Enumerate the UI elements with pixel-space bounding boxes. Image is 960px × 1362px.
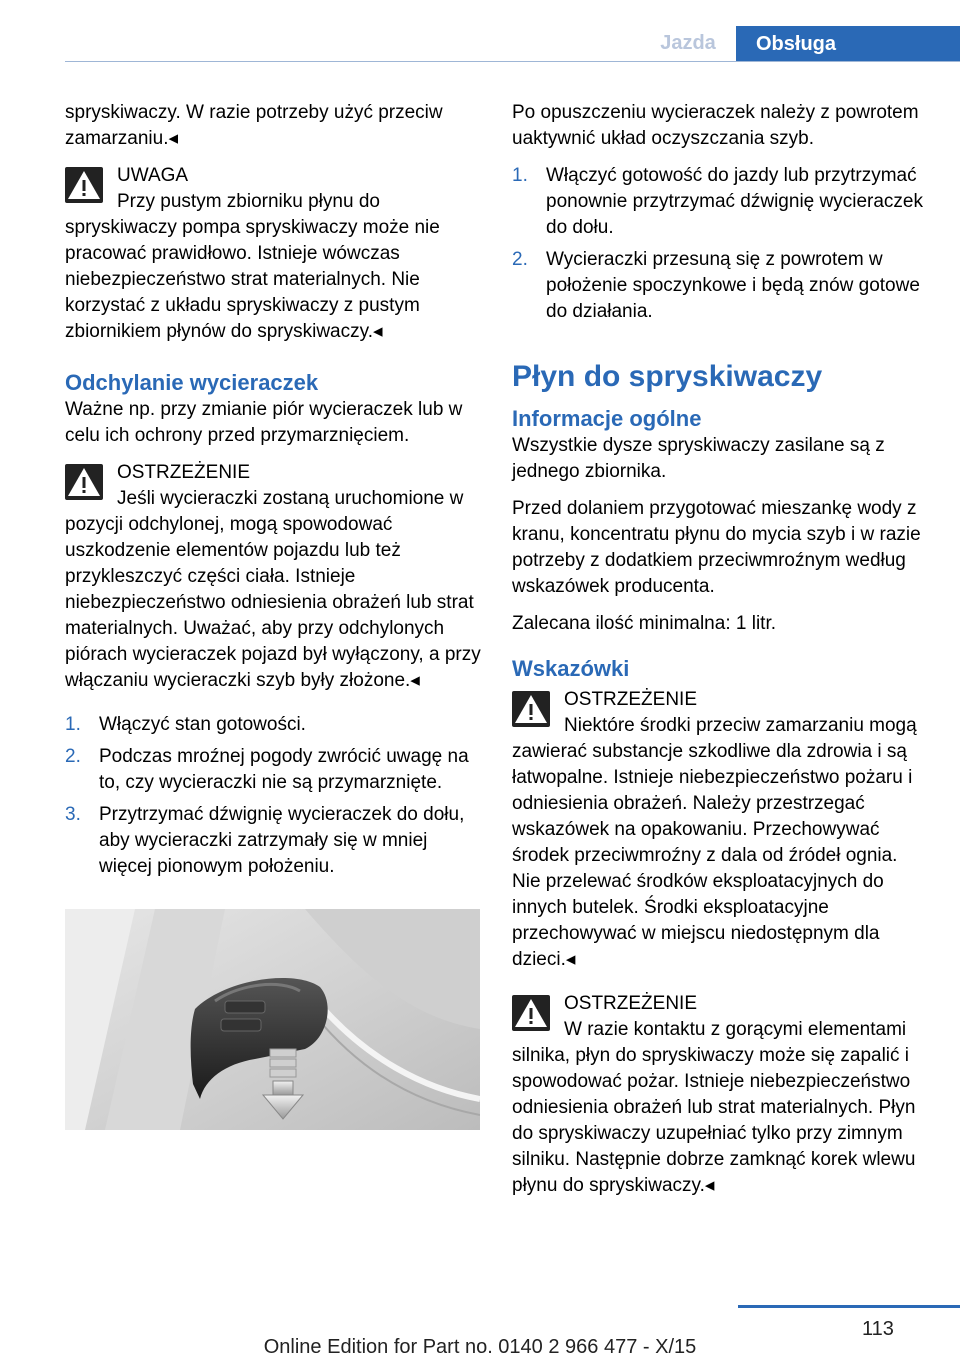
list-item <box>512 247 928 325</box>
warning-title: UWAGA <box>117 165 189 186</box>
footer-edition: Online Edition for Part no. 0140 2 966 477 - X/15 <box>263 1336 697 1358</box>
paragraph-general-2: Przed dolaniem przygotować mieszankę wody z kranu, koncentratu płynu do mycia szyb i w razie potrzeby z dodatkiem przeciwmroźnym według wskazówek producenta. <box>512 498 921 597</box>
steps-list-right <box>512 163 928 325</box>
paragraph-general-3: Zalecana ilość minimalna: 1 litr. <box>512 613 776 634</box>
warning-title: OSTRZEŻENIE <box>117 462 251 483</box>
step-text: Włączyć gotowość do jazdy lub przytrzymać ponownie przytrzymać dźwignię wycieraczek do dołu. <box>546 165 923 238</box>
paragraph-wipers: Ważne np. przy zmianie piór wycieraczek lub w celu ich ochrony przed przymarznięciem. <box>65 399 463 446</box>
heading-odchylanie-wycieraczek: Odchylanie wycieraczek <box>65 370 319 395</box>
step-number: 2. <box>65 746 81 767</box>
paragraph-general-1: Wszystkie dysze spryskiwaczy zasilane są z jednego zbiornika. <box>512 435 885 482</box>
page-header <box>0 0 960 62</box>
header-divider <box>65 61 960 62</box>
step-number: 3. <box>65 804 81 825</box>
heading-plyn-do-spryskiwaczy: Płyn do spryskiwaczy <box>512 360 823 393</box>
list-item <box>512 163 928 241</box>
step-text: Podczas mroźnej pogody zwrócić uwagę na to, czy wycieraczki nie są przymarznięte. <box>99 746 469 793</box>
warning-title: OSTRZEŻENIE <box>564 993 698 1014</box>
step-number: 1. <box>65 714 81 735</box>
step-text: Wycieraczki przesuną się z powrotem w położenie spoczynkowe i będą znów gotowe do działania. <box>546 249 920 322</box>
heading-wskazowki: Wskazówki <box>512 656 630 681</box>
warning-block-ostrzezenie <box>65 460 481 694</box>
warning-text: W razie kontaktu z gorącymi elementami silnika, płyn do spryskiwaczy może się zapalić i spowodować pożar. Istnieje niebezpieczeństwo odniesienia obrażeń lub strat materialnych. Płyn do spryskiwaczy uzupełniać tylko przy zimnym silniku. Następnie dobrze zamknąć korek wlewu płynu do spryskiwaczy.◂ <box>512 1019 916 1196</box>
step-text: Włączyć stan gotowości. <box>99 714 306 735</box>
step-text: Przytrzymać dźwignię wycieraczek do dołu, aby wycieraczki zatrzymały się w mniej więcej pionowym położeniu. <box>99 804 465 877</box>
footer-divider <box>738 1305 960 1308</box>
wiper-lever-illustration <box>65 909 480 1130</box>
warning-triangle-icon <box>512 691 550 727</box>
warning-text: Niektóre środki przeciw zamarzaniu mogą zawierać substancje szkodliwe dla zdrowia i są łatwopalne. Istnieje niebezpieczeństwo pożaru i odniesienia obrażeń. Należy przestrzegać wskazówek na opakowaniu. Przechowywać środek przeciwmroźny z dala od źródeł ognia. Nie przelewać środków eksploatacyjnych do innych butelek. Środki eksploatacyjne przechowywać w miejscu niedostępnym dla dzieci.◂ <box>512 715 917 970</box>
warning-block-fire <box>512 991 928 1199</box>
list-item <box>65 802 481 880</box>
warning-triangle-icon <box>65 464 103 500</box>
steps-list-left <box>65 712 481 880</box>
step-number: 1. <box>512 165 528 186</box>
warning-text: Przy pustym zbiorniku płynu do spryskiwaczy pompa spryskiwaczy może nie pracować prawidłowo. Istnieje wówczas niebezpieczeństwo strat materialnych. Nie korzystać z układu spryskiwaczy z pustym zbiornikiem płynów do spryskiwaczy.◂ <box>65 191 440 342</box>
paragraph-continuation: spryskiwaczy. W razie potrzeby użyć przeciw zamarzaniu.◂ <box>65 102 443 149</box>
list-item <box>65 712 481 738</box>
right-column <box>512 100 928 1217</box>
left-column <box>65 100 481 892</box>
warning-block-uwaga <box>65 163 481 345</box>
warning-text: Jeśli wycieraczki zostaną uruchomione w pozycji odchylonej, mogą spowodować uszkodzenie elementów pojazdu lub też przykleszczyć części ciała. Istnieje niebezpieczeństwo odniesienia obrażeń lub strat materialnych. Uważać, aby przy odchylonych piórach wycieraczek pojazd był wyłączony, a przy włączaniu wycieraczki szyb były złożone.◂ <box>65 488 481 691</box>
list-item <box>65 744 481 796</box>
warning-block-antifreeze <box>512 687 928 973</box>
tab-jazda[interactable]: Jazda <box>660 32 716 54</box>
heading-informacje-ogolne: Informacje ogólne <box>512 406 702 431</box>
paragraph-intro: Po opuszczeniu wycieraczek należy z powrotem uaktywnić układ oczyszczania szyb. <box>512 102 919 149</box>
warning-triangle-icon <box>512 995 550 1031</box>
warning-title: OSTRZEŻENIE <box>564 689 698 710</box>
step-number: 2. <box>512 249 528 270</box>
warning-triangle-icon <box>65 167 103 203</box>
tab-obsluga[interactable]: Obsługa <box>736 26 960 62</box>
page-number: 113 <box>862 1318 894 1340</box>
